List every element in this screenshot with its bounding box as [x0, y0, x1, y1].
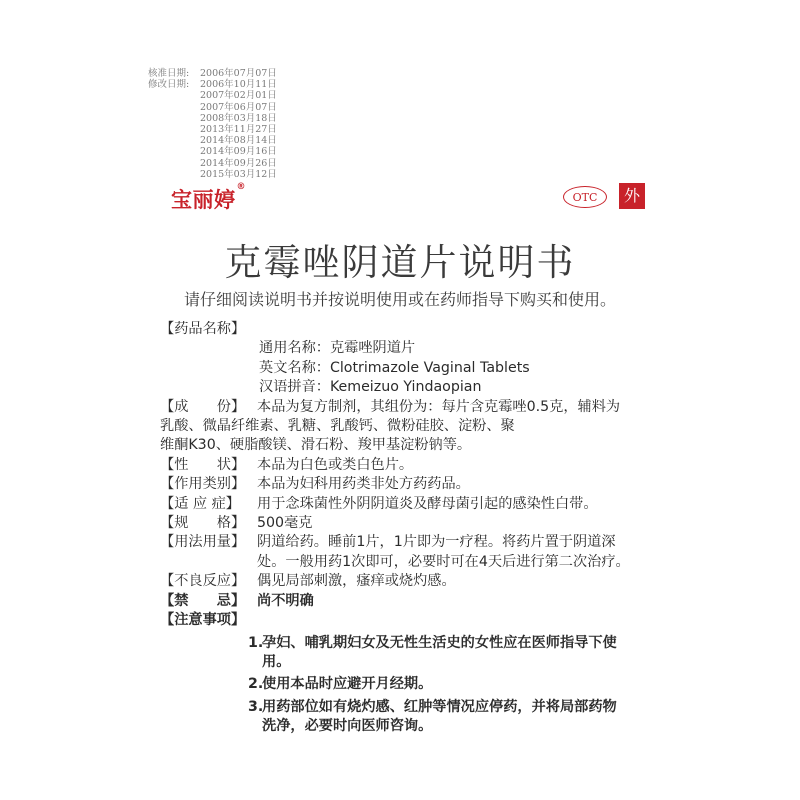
approve-date-label: 核准日期:: [148, 68, 190, 79]
modify-date: 2007年02月01日: [200, 90, 277, 102]
document-title: 克霉唑阴道片说明书: [224, 241, 576, 284]
section-text: 本品为妇科用药类非处方药药品。: [257, 476, 470, 493]
section-contraindications: [160, 592, 670, 611]
section-text: 本品为白色或类白色片。: [257, 456, 414, 473]
english-name: 英文名称：Clotrimazole Vaginal Tablets: [259, 359, 530, 376]
external-use-badge: 外: [619, 183, 645, 209]
section-drug-name: [160, 320, 670, 398]
modify-date: 2006年10月11日: [200, 79, 277, 91]
section-label: 【注意事项】: [160, 612, 246, 629]
section-adverse: [160, 572, 670, 591]
modify-date: 2015年03月12日: [200, 168, 277, 180]
composition-line: 本品为复方制剂，其组份为：每片含克霉唑0.5克，辅料为: [257, 398, 621, 415]
section-label: 【作用类别】: [160, 476, 246, 493]
section-spec: [160, 514, 670, 533]
item-line: 洗净，必要时向医师咨询。: [262, 718, 433, 735]
modify-date-label: 修改日期:: [148, 79, 190, 91]
section-text: 尚不明确: [257, 592, 314, 609]
section-properties: [160, 456, 670, 475]
composition-line: 乳酸、微晶纤维素、乳糖、乳酸钙、微粉硅胶、淀粉、聚: [160, 418, 515, 435]
section-text: 用于念珠菌性外阴阴道炎及酵母菌引起的感染性白带。: [257, 495, 598, 512]
section-label: 【成 份】: [160, 398, 246, 415]
approve-date-row: [148, 68, 277, 79]
section-composition: [160, 398, 670, 456]
generic-name: 通用名称：克霉唑阴道片: [259, 340, 416, 357]
list-item: [248, 634, 670, 673]
modify-date-row: [148, 113, 277, 124]
modify-date: 2014年08月14日: [200, 135, 277, 147]
dosage-line: 处。一般用药1次即可，必要时可在4天后进行第二次治疗。: [257, 553, 630, 570]
modify-date: 2013年11月27日: [200, 124, 277, 136]
section-label: 【禁 忌】: [160, 592, 246, 609]
item-line: 孕妇、哺乳期妇女及无性生活史的女性应在医师指导下使: [262, 634, 617, 651]
section-text: 500毫克: [257, 515, 313, 532]
revision-dates: [148, 68, 277, 180]
leaflet-body: [160, 320, 670, 737]
document-subtitle: 请仔细阅读说明书并按说明使用或在药师指导下购买和使用。: [183, 290, 616, 309]
list-item: [248, 675, 670, 694]
registered-mark: ®: [236, 182, 246, 192]
dosage-line: 阴道给药。睡前1片，1片即为一疗程。将药片置于阴道深: [257, 534, 616, 551]
modify-date-row: [148, 90, 277, 101]
item-line: 使用本品时应避开月经期。: [262, 676, 433, 693]
otc-badge: OTC: [563, 186, 607, 208]
section-label: 【适 应 症】: [160, 495, 240, 512]
section-label: 【用法用量】: [160, 534, 246, 551]
modify-date-row: [148, 135, 277, 146]
brand-name: 宝丽婷: [171, 188, 236, 212]
section-dosage: [160, 533, 670, 572]
modify-date-row: [148, 79, 277, 90]
section-category: [160, 475, 670, 494]
modify-date-row: [148, 124, 277, 135]
brand-logo: [171, 184, 246, 214]
modify-date: 2014年09月26日: [200, 157, 277, 169]
section-label: 【药品名称】: [160, 321, 246, 337]
modify-date-row: [148, 158, 277, 169]
drug-names: [259, 339, 670, 397]
modify-date: 2008年03月18日: [200, 112, 277, 124]
pinyin-name: 汉语拼音：Kemeizuo Yindaopian: [259, 379, 482, 396]
modify-date-row: [148, 146, 277, 157]
item-line: 用。: [262, 653, 291, 670]
modify-date-row: [148, 102, 277, 113]
section-label: 【不良反应】: [160, 573, 246, 590]
item-number: 2.: [248, 676, 264, 693]
item-line: 用药部位如有烧灼感、红肿等情况应停药，并将局部药物: [262, 698, 617, 715]
section-precautions: [160, 611, 670, 736]
modify-date-row: [148, 169, 277, 180]
modify-date: 2007年06月07日: [200, 101, 277, 113]
precautions-list: [248, 634, 670, 737]
list-item: [248, 698, 670, 737]
modify-date: 2014年09月16日: [200, 146, 277, 158]
section-label: 【性 状】: [160, 456, 246, 473]
section-label: 【规 格】: [160, 515, 246, 532]
section-text: 偶见局部刺激，瘙痒或烧灼感。: [257, 573, 456, 590]
approve-date: 2006年07月07日: [200, 68, 277, 79]
item-number: 3.: [248, 698, 264, 715]
item-number: 1.: [248, 634, 264, 651]
section-indications: [160, 495, 670, 514]
composition-line: 维酮K30、硬脂酸镁、滑石粉、羧甲基淀粉钠等。: [160, 437, 472, 454]
